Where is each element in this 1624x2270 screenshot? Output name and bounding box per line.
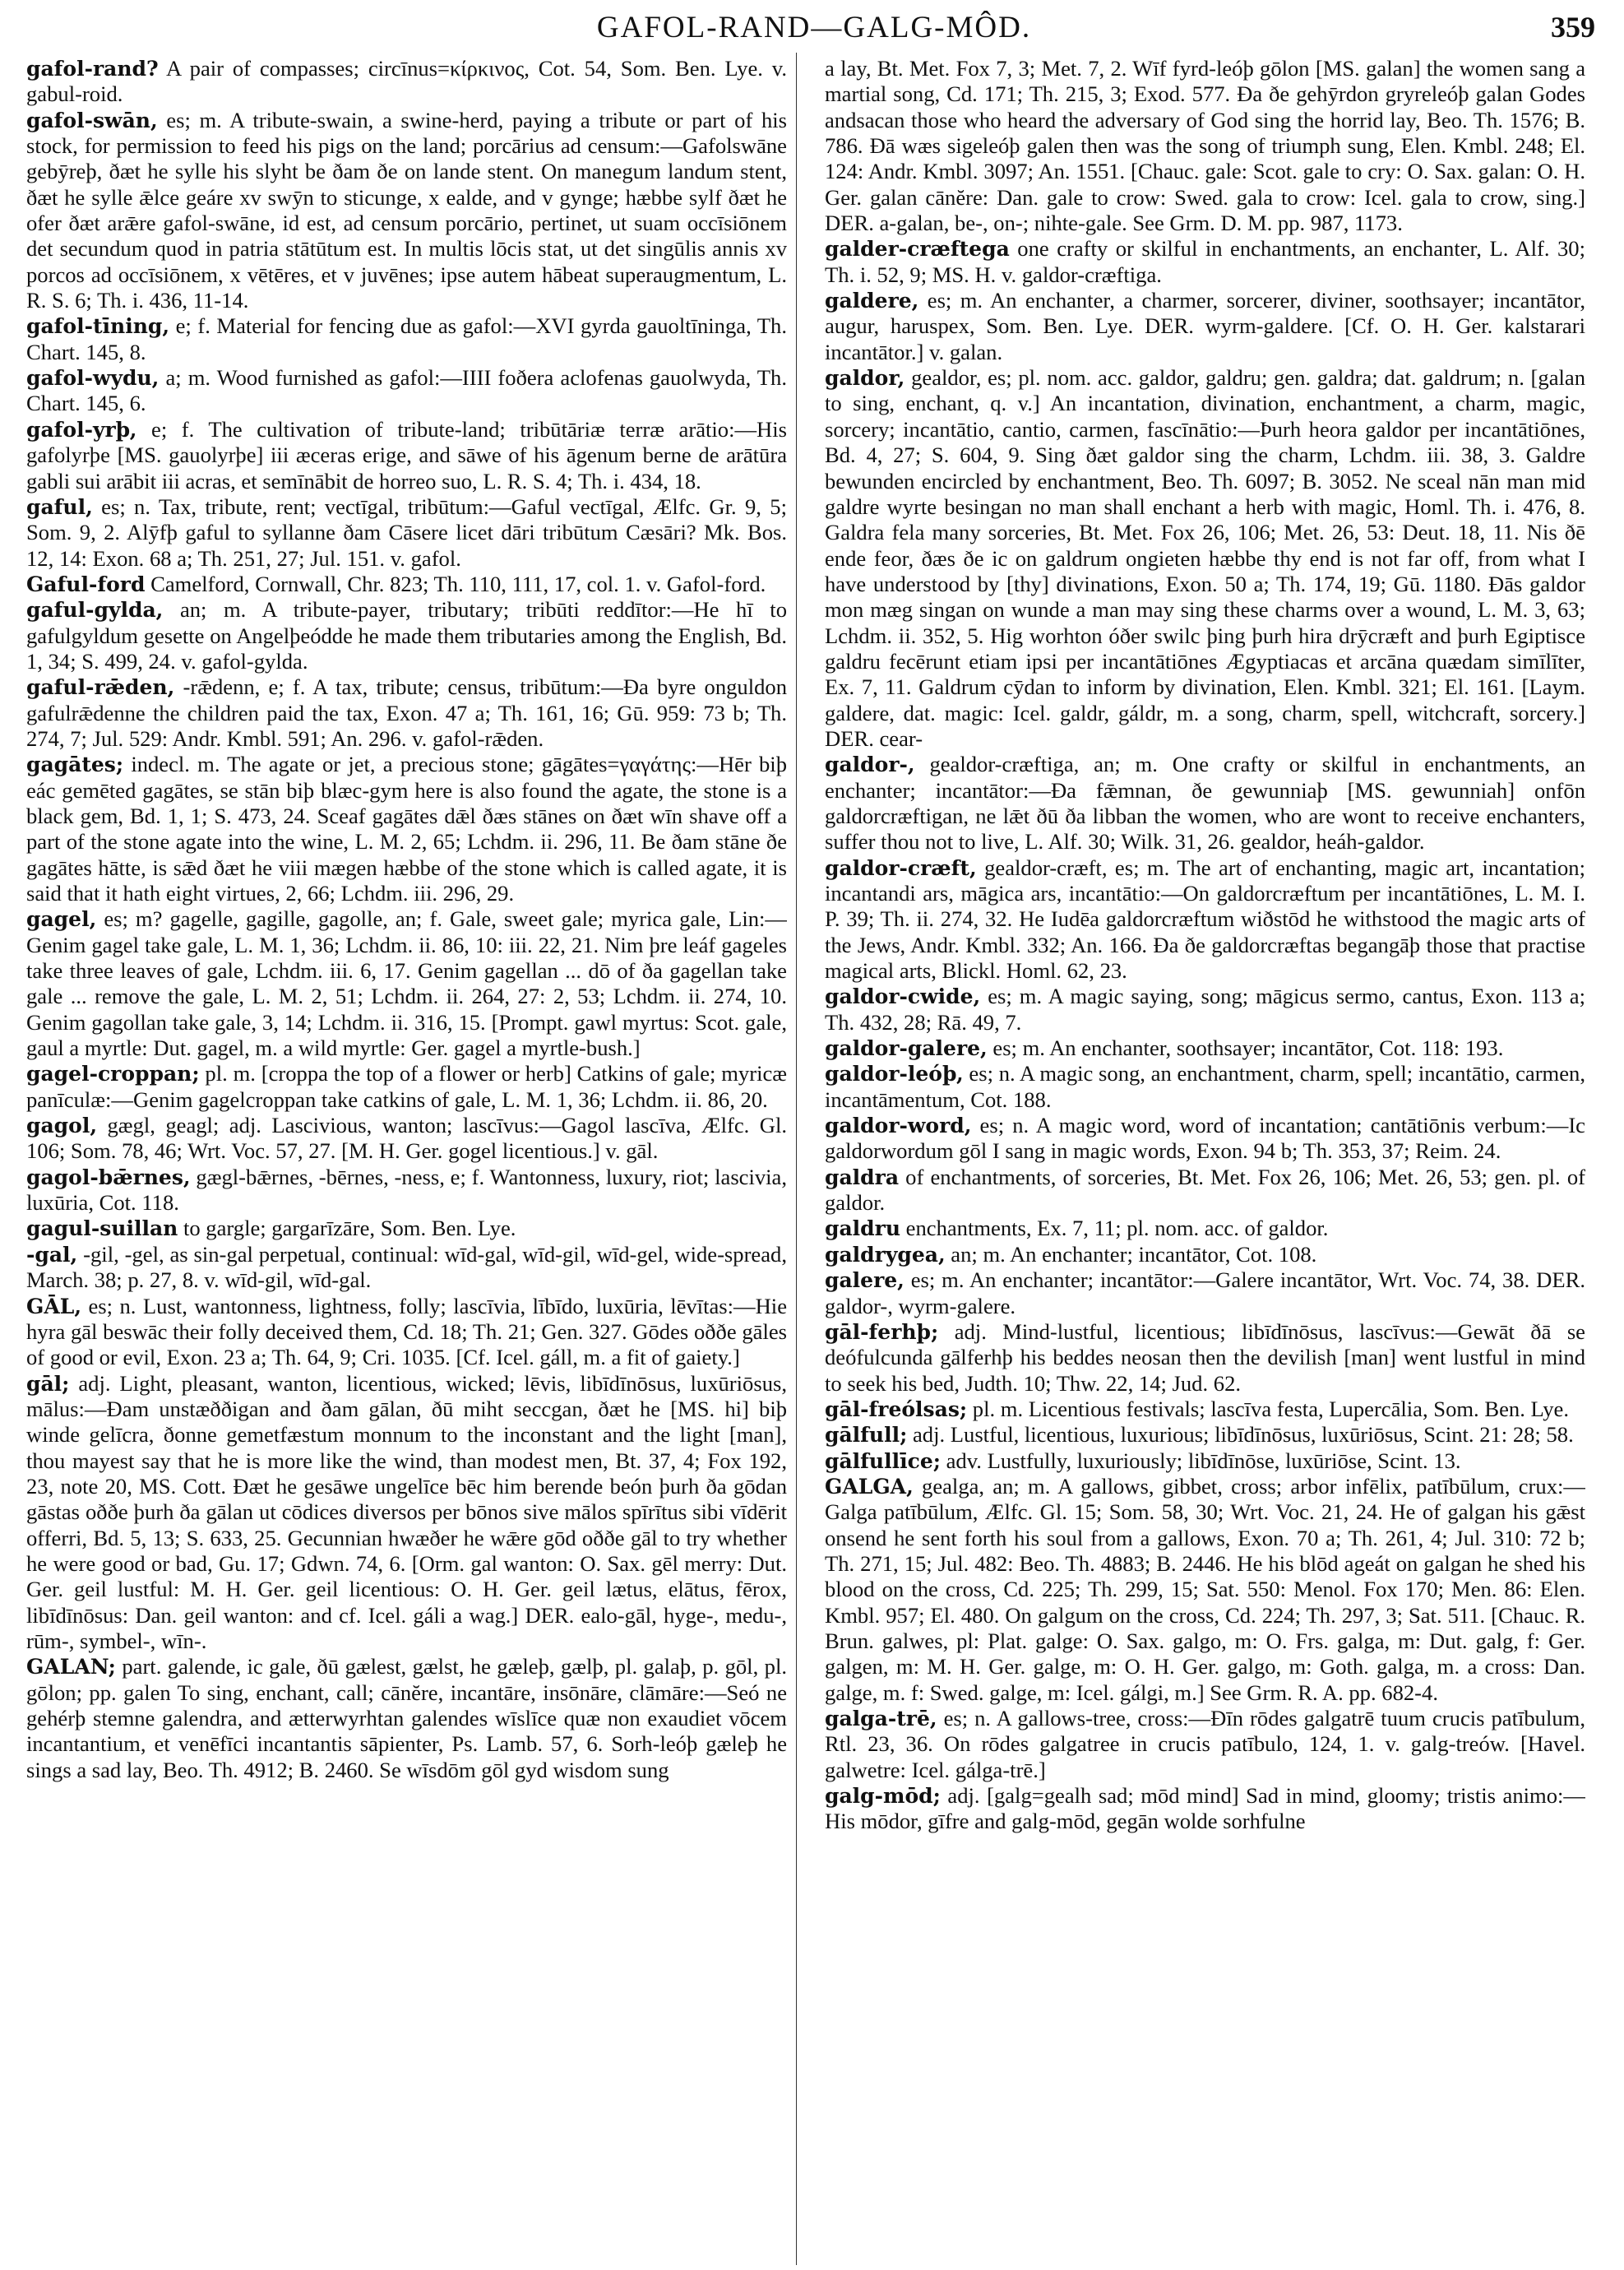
dictionary-entry (26, 572, 787, 597)
dictionary-entry (26, 1371, 787, 1655)
entry-definition: gealdor-cræftiga, an; m. One crafty or skilful in enchantments, an enchanter; incantātor:—Ða fǣmnan, ðe gewunniaþ [MS. gewunniah] onfōn galdorcræftigan, ne lǣt ðū ða libban the women, who are wont to receive enchanters, suffer thou not to live, L. Alf. 30; Wilk. 31, 26. gealdor, heáh-galdor. (825, 752, 1585, 855)
dictionary-entry (825, 1783, 1585, 1835)
entry-definition: es; m. A magic saying, song; māgicus sermo, cantus, Exon. 113 a; Th. 432, 28; Rā. 49, 7. (825, 984, 1585, 1035)
entry-definition: pl. m. [croppa the top of a flower or herb] Catkins of gale; myricæ panīculæ:—Genim gagelcroppan take catkins of gale, L. M. 1, 36; Lchdm. ii. 86, 20. (26, 1061, 787, 1112)
entry-definition: A pair of compasses; circīnus=κίρκινος, Cot. 54, Som. Ben. Lye. v. gabul-roid. (26, 56, 787, 107)
entry-headword: gagol-bǣrnes, (26, 1165, 191, 1189)
entry-definition: es; n. A magic word, word of incantation; cantātiōnis verbum:—Ic galdorwordum gōl I sang in magic words, Exon. 94 b; Th. 353, 37; Reim. 24. (825, 1113, 1585, 1164)
entry-definition: adj. Lustful, licentious, luxurious; libīdīnōsus, luxūriōsus, Scint. 21: 28; 58. (907, 1422, 1574, 1448)
dictionary-entry (825, 236, 1585, 288)
entry-definition: adj. Mind-lustful, licentious; libīdīnōsus, lascīvus:—Gewāt ðā se deófulcunda gālferhþ his beddes neosan then the devilish [man] went lustful in mind to seek his bed, Judth. 10; Thw. 22, 14; Jud. 62. (825, 1318, 1585, 1396)
entry-headword: gāl-freólsas; (825, 1397, 968, 1421)
dictionary-entry (825, 1422, 1585, 1448)
entry-headword: galdor-galere, (825, 1036, 988, 1061)
entry-headword: galg-mōd; (825, 1784, 941, 1809)
entry-definition: es; m. An enchanter; incantātor:—Galere incantātor, Wrt. Voc. 74, 38. DER. galdor-, wyrm-galere. (825, 1267, 1585, 1318)
entry-definition: -rǣdenn, e; f. A tax, tribute; census, tribūtum:—Ða byre onguldon gafulrǣdenne the children paid the tax, Exon. 47 a; Th. 161, 16; Gū. 959: 73 b; Th. 274, 7; Jul. 529: Andr. Kmbl. 591; An. 296. v. gafol-rǣden. (26, 674, 787, 751)
dictionary-entry (825, 1319, 1585, 1397)
entry-headword: GĀL, (26, 1294, 82, 1318)
dictionary-entry (26, 365, 787, 417)
entry-definition: es; n. Tax, tribute, rent; vectīgal, tribūtum:—Gaful vectīgal, Ælfc. Gr. 9, 5; Som. 9, 2. Alȳfþ gaful to syllanne ðam Cāsere licet dāri tribūtum Cæsāri? Mk. Bos. 12, 14: Exon. 68 a; Th. 251, 27; Jul. 151. v. gafol. (26, 493, 787, 571)
entry-definition: gealga, an; m. A gallows, gibbet, cross; arbor infēlix, patībūlum, crux:—Galga patībūlum, Ælfc. Gl. 15; Som. 58, 30; Wrt. Voc. 21, 24. He of galgan his gǣst onsend he sent forth his soul from a gallows, Exon. 70 a; Th. 261, 4; Jul. 310: 72 b; Th. 271, 15; Jul. 482: Beo. Th. 4883; B. 2446. He his blōd ageát on galgan he shed his blood on the cross, Cd. 225; Th. 299, 15; Sat. 550: Menol. Fox 170; Men. 86: Elen. Kmbl. 957; El. 480. On galgum on the cross, Cd. 224; Th. 297, 3; Sat. 511. [Chauc. R. Brun. galwes, pl: Plat. galge: O. Sax. galgo, m: O. Frs. galga, m: Dut. galg, f: Ger. galgen, m: M. H. Ger. galge, m: O. H. Ger. galgo, m: Goth. galga, m. a cross: Dan. galge, m. f: Swed. galge, m: Icel. gálgi, m.] See Grm. R. A. pp. 682-4. (825, 1473, 1585, 1705)
entry-headword: gāl; (26, 1371, 70, 1396)
dictionary-entry (825, 288, 1585, 365)
dictionary-entry (825, 56, 1585, 236)
entry-headword: galdrygea, (825, 1242, 946, 1267)
entry-definition: adj. [galg=gealh sad; mōd mind] Sad in mind, gloomy; tristis animo:—His mōdor, gīfre and galg-mōd, gegān wolde sorhfulne (825, 1783, 1585, 1834)
entry-definition: adj. Light, pleasant, wanton, licentious, wicked; lēvis, libīdīnōsus, luxūriōsus, mālus:—Ðam unstæððigan and ðam gālan, ðū miht seccgan, ðæt he [MS. hi] biþ winde gelīcra, ðonne gemetfæstum monnum to the inconstant and the light [man], thou mayest say that he is more like the wind, than modest men, Bt. 37, 4; Fox 192, 23, note 20, MS. Cott. Ðæt he gesāwe ungelīce bēc him berende beón þurh ða gōdan gāstas oððe þurh ða gālan ut cōdices diversos per bōnos sive mālos spīrītus sibi vīdērit offerri, Bd. 5, 13; S. 633, 25. Gecunnian hwæðer he wǣre gōd oððe gāl to try whether he were good or bad, Gu. 17; Gdwn. 74, 6. [Orm. gal wanton: O. Sax. gēl merry: Dut. Ger. geil lustful: M. H. Ger. geil licentious: O. H. Ger. geil lætus, elātus, fērox, libīdīnōsus: Dan. geil wanton: and cf. Icel. gáli a wag.] DER. ealo-gāl, hyge-, medu-, rūm-, symbel-, wīn-. (26, 1370, 787, 1653)
dictionary-entry (26, 1242, 787, 1294)
entry-headword: GALGA, (825, 1474, 914, 1499)
entry-headword: GALAN; (26, 1655, 116, 1679)
entry-headword: galder-cræftega (825, 237, 1010, 262)
entry-definition: es; n. A magic song, an enchantment, charm, spell; incantātio, carmen, incantāmentum, Cot. 188. (825, 1061, 1585, 1112)
entry-headword: gaful-gylda, (26, 598, 164, 623)
entry-headword: galga-trē, (825, 1707, 937, 1730)
dictionary-entry (26, 1294, 787, 1371)
entry-definition: es; n. A gallows-tree, cross:—Ðīn rōdes galgatrē tuum crucis patībulum, Rtl. 23, 36. On rōdes galgatree in crucis patībulo, 124, 1. v. galg-treów. [Havel. galwetre: Icel. gálga-trē.] (825, 1706, 1585, 1782)
dictionary-entry (825, 855, 1585, 984)
entry-definition: an; m. An enchanter; incantātor, Cot. 108. (945, 1241, 1317, 1267)
dictionary-entry (26, 597, 787, 674)
dictionary-entry (825, 1397, 1585, 1422)
entry-definition: es; m. An enchanter, a charmer, sorcerer, diviner, soothsayer; incantātor, augur, haruspex, Som. Ben. Lye. DER. wyrm-galdere. [Cf. O. H. Ger. kalstarari incantātor.] v. galan. (825, 288, 1585, 364)
dictionary-entry (26, 906, 787, 1061)
dictionary-entry (26, 1113, 787, 1165)
entry-headword: galdor-word, (825, 1114, 972, 1138)
entry-headword: gafol-tīning, (26, 314, 170, 339)
dictionary-entry (26, 1654, 787, 1783)
dictionary-entry (26, 674, 787, 752)
entry-headword: galdor-cwide, (825, 984, 981, 1009)
dictionary-entry (26, 417, 787, 494)
entry-headword: gagātes; (26, 753, 124, 777)
dictionary-entry (26, 1165, 787, 1216)
entry-headword: galdor-cræft, (825, 855, 977, 880)
entry-definition: an; m. A tribute-payer, tributary; tribūti reddītor:—He hī to gafulgyldum gesette on Angelþeódde he made them tributaries among the English, Bd. 1, 34; S. 499, 24. v. gafol-gylda. (26, 597, 787, 674)
dictionary-entry (26, 56, 787, 108)
entry-headword: gagul-suillan (26, 1216, 178, 1241)
entry-headword: gaful-rǣden, (26, 675, 175, 700)
entry-definition: es; n. Lust, wantonness, lightness, folly; lascīvia, lībīdo, luxūria, lēvītas:—Hie hyra gāl beswāc their folly deceived them, Cd. 18; Th. 21; Gen. 327. Gōdes oððe gāles of good or evil, Exon. 23 a; Th. 64, 9; Cri. 1035. [Cf. Icel. gáll, m. a fit of gaiety.] (26, 1293, 787, 1370)
page-title: GAFOL-RAND—GALG-MÔD. (596, 11, 1032, 44)
right-column (825, 56, 1585, 2260)
entry-definition: a; m. Wood furnished as gafol:—IIII foðera aclofenas gauolwyda, Th. Chart. 145, 6. (26, 365, 787, 416)
entry-definition: indecl. m. The agate or jet, a precious stone; gāgātes=γαγάτης:—Hēr biþ eác gemēted gagātes, se stān biþ blæc-gym here is also found the agate, the stone is a black gem, Bd. 1, 1; S. 473, 24. Sceaf gagātes dǣl ðæs stānes on ðæt wīn shave off a part of the stone agate into the wine, L. M. 2, 65; Lchdm. ii. 296, 11. Be ðam stāne ðe gagātes hātte, is sǣd ðæt he viii mægen hæbbe of the stone which is called agate, it is said that it hath eight virtues, 2, 66; Lchdm. iii. 296, 29. (26, 752, 787, 906)
entry-headword: gaful, (26, 494, 93, 519)
dictionary-entry (825, 1242, 1585, 1267)
dictionary-entry (825, 1448, 1585, 1474)
dictionary-entry (825, 1474, 1585, 1706)
entry-definition: es; m? gagelle, gagille, gagolle, an; f. Gale, sweet gale; myrica gale, Lin:—Genim gagel take gale, L. M. 1, 36; Lchdm. ii. 86, 10: iii. 22, 21. Nim þre leáf gageles take three leaves of gale, Lchdm. iii. 6, 17. Genim gagellan ... dō of ða gagellan take gale ... remove the gale, L. M. 2, 51; Lchdm. ii. 264, 27: 2, 53; Lchdm. ii. 274, 10. Genim gagollan take gale, 3, 14; Lchdm. ii. 316, 15. [Prompt. gawl myrtus: Scot. gale, gaul a myrtle: Dut. gagel, m. a wild myrtle: Ger. gagel a myrtle-bush.] (26, 906, 787, 1061)
entry-headword: gālfull; (825, 1423, 908, 1448)
entry-definition: gægl, geagl; adj. Lascivious, wanton; lascīvus:—Gagol lascīva, Ælfc. Gl. 106; Som. 78, 46; Wrt. Voc. 57, 27. [M. H. Ger. gogel licentious.] v. gāl. (26, 1113, 787, 1164)
entry-definition: a lay, Bt. Met. Fox 7, 3; Met. 7, 2. Wīf fyrd-leóþ gōlon [MS. galan] the women sang a martial song, Cd. 171; Th. 215, 3; Exod. 577. Ða ðe gehȳrdon gryreleóþ galan Godes andsacan those who heard the adversary of God sing the horrid lay, Beo. Th. 1576; B. 786. Ðā wæs sigeleóþ galen then was the song of triumph sung, Elen. Kmbl. 248; El. 124: Andr. Kmbl. 3097; An. 1551. [Chauc. gale: Scot. gale to cry: O. Sax. galan: O. H. Ger. galan cānĕre: Dan. gale to crow: Swed. gala to crow: Icel. gala to crow, sing.] DER. a-galan, be-, on-; nihte-gale. See Grm. D. M. pp. 987, 1173. (825, 56, 1585, 236)
entry-headword: galdor-, (825, 753, 915, 777)
entry-headword: galere, (825, 1268, 905, 1293)
entry-definition: e; f. Material for fencing due as gafol:—XVI gyrda gauoltīninga, Th. Chart. 145, 8. (26, 313, 787, 364)
entry-headword: gagol, (26, 1114, 98, 1138)
entry-headword: galdru (825, 1216, 901, 1241)
entry-headword: -gal, (26, 1242, 78, 1267)
entry-headword: gafol-rand? (26, 57, 159, 81)
entry-definition: enchantments, Ex. 7, 11; pl. nom. acc. of galdor. (900, 1216, 1329, 1241)
entry-headword: gagel-croppan; (26, 1062, 200, 1086)
dictionary-entry (825, 1113, 1585, 1165)
dictionary-entry (26, 1216, 787, 1241)
dictionary-entry (825, 1267, 1585, 1319)
dictionary-entry (825, 1061, 1585, 1113)
dictionary-entry (26, 313, 787, 365)
column-divider (796, 53, 797, 2265)
entry-definition: adv. Lustfully, luxuriously; libīdīnōse, luxūriōse, Scint. 13. (940, 1448, 1461, 1473)
dictionary-entry (26, 1061, 787, 1113)
dictionary-entry (825, 1165, 1585, 1216)
dictionary-entry (26, 494, 787, 572)
entry-definition: pl. m. Licentious festivals; lascīva festa, Lupercālia, Som. Ben. Lye. (967, 1396, 1570, 1421)
entry-definition: of enchantments, of sorceries, Bt. Met. Fox 26, 106; Met. 26, 53; gen. pl. of galdor. (825, 1164, 1585, 1216)
entry-headword: galdere, (825, 289, 919, 313)
entry-definition: one crafty or skilful in enchantments, an enchanter, L. Alf. 30; Th. i. 52, 9; MS. H. v. galdor-cræftiga. (825, 236, 1585, 287)
entry-headword: galdor, (825, 366, 905, 391)
dictionary-entry (825, 365, 1585, 752)
entry-headword: gafol-yrþ, (26, 417, 137, 442)
dictionary-entry (825, 1035, 1585, 1061)
entry-definition: gealdor-cræft, es; m. The art of enchanting, magic art, incantation; incantandi ars, māgica ars, incantātio:—On galdorcræftum per incantātiōnes, L. M. I. P. 39; Th. ii. 274, 32. He Iudēa galdorcræftum wiðstōd he withstood the magic arts of the Jews, Andr. Kmbl. 332; An. 166. Ða ðe galdorcræftas begangāþ those that practise magical arts, Blickl. Homl. 62, 23. (825, 855, 1585, 984)
entry-definition: to gargle; gargarīzāre, Som. Ben. Lye. (178, 1216, 516, 1241)
entry-headword: gālfullīce; (825, 1448, 941, 1473)
entry-definition: Camelford, Cornwall, Chr. 823; Th. 110, 111, 17, col. 1. v. Gafol-ford. (145, 571, 766, 596)
entry-headword: gafol-wydu, (26, 366, 160, 391)
entry-headword: gafol-swān, (26, 108, 158, 132)
entry-definition: gealdor, es; pl. nom. acc. galdor, galdru; gen. galdra; dat. galdrum; n. [galan to sing, enchant, q. v.] An incantation, divination, enchantment, a charm, magic, sorcery; incantātio, cantio, carmen, fascīnātio:—Þurh heora galdor per incantātiōnes, Bd. 4, 27; S. 604, 9. Sing ðæt galdor sing the charm, Lchdm. iii. 38, 3. Galdre bewunden encircled by enchantment, Beo. Th. 6097; B. 3052. Ne sceal nān man mid galdre wyrte besingan no man shall enchant a herb with magic, Homl. Th. i. 476, 8. Galdra fela many sorceries, Bt. Met. Fox 26, 106; Met. 26, 53: Deut. 18, 11. Nis ðē ende feor, ðæs ðe ic on galdrum ongieten hæbbe thy end is not far off, from what I have understood by [thy] divinations, Exon. 50 a; Th. 174, 19; Gū. 1180. Ðās galdor mon mæg singan on wunde a man may sing these charms over a wound, L. M. 3, 63; Lchdm. ii. 352, 5. Hig worhton óðer swilc þing þurh hira drȳcræft and þurh Egiptisce galdru fecērunt etiam ipsi per incantātiōnes Ægyptiacas et arcāna quædam simīlīter, Ex. 7, 11. Galdrum cȳdan to inform by divination, Elen. Kmbl. 321; El. 161. [Laym. galdere, dat. magic: Icel. galdr, gáldr, m. a song, charm, spell, witchcraft, sorcery.] DER. cear- (825, 365, 1585, 751)
entry-definition: part. galende, ic gale, ðū gælest, gælst, he gæleþ, gælþ, pl. galaþ, p. gōl, pl. gōlon; pp. galen To sing, enchant, call; cānĕre, incantāre, insōnāre, clāmāre:—Seó ne gehérþ stemne galendra, and ætterwyrhtan galendes wīslīce quæ non exaudiet vōcem incantantium, et venēfīci incantantis sāpienter, Ps. Lamb. 57, 6. Sorh-leóþ gæleþ he sings a sad lay, Beo. Th. 4912; B. 2460. Se wīsdōm gōl gyd wisdom sung (26, 1654, 787, 1782)
dictionary-entry (825, 752, 1585, 855)
dictionary-entry (26, 108, 787, 314)
page-header (33, 10, 1595, 46)
entry-headword: gāl-ferhþ; (825, 1319, 939, 1344)
entry-headword: Gaful-ford (26, 572, 146, 596)
entry-definition: gægl-bǣrnes, -bērnes, -ness, e; f. Wantonness, luxury, riot; lascivia, luxūria, Cot. 118. (26, 1164, 787, 1216)
page-number: 359 (1551, 11, 1595, 44)
entry-definition: es; m. A tribute-swain, a swine-herd, paying a tribute or part of his stock, for permission to feed his pigs on the land; porcārius ad censum:—Gafolswāne gebȳreþ, ðæt he sylle his slyht be ðam ðe on lande stent. On manegum landum stent, ðæt he sylle ǣlce geáre xv swȳn to sticunge, x ealde, and v gynge; hæbbe sylf ðæt he ofer ðæt arǣre gafol-swāne, id est, ad censum porcārio, pertinet, ut suam occīsiōnem det secundum quod in patria stātūtum est. In multis lōcis stat, ut det singūlis annis xv porcos ad occīsiōnem, x vētēres, et v juvēnes; ipse autem hābeat superaugmentum, L. R. S. 6; Th. i. 436, 11-14. (26, 107, 787, 313)
entry-definition: e; f. The cultivation of tribute-land; tribūtāriæ terræ arātio:—His gafolyrþe [MS. gauolyrþe] iii æceras erige, and sāwe of his āgenum berne de arātūra gabli sui arābit iii acras, et semīnābit de horreo suo, L. R. S. 4; Th. i. 434, 18. (26, 416, 787, 493)
dictionary-entry (825, 1216, 1585, 1241)
entry-headword: galdra (825, 1165, 900, 1189)
dictionary-entry (825, 984, 1585, 1035)
dictionary-entry (26, 752, 787, 906)
dictionary-entry (825, 1706, 1585, 1783)
entry-definition: es; m. An enchanter, soothsayer; incantātor, Cot. 118: 193. (987, 1035, 1504, 1061)
entry-headword: gagel, (26, 907, 97, 932)
left-column (26, 56, 787, 2260)
entry-headword: galdor-leóþ, (825, 1062, 964, 1086)
entry-definition: -gil, -gel, as sin-gal perpetual, continual: wīd-gal, wīd-gil, wīd-gel, wide-spread, March. 38; p. 27, 8. v. wīd-gil, wīd-gal. (26, 1241, 787, 1293)
